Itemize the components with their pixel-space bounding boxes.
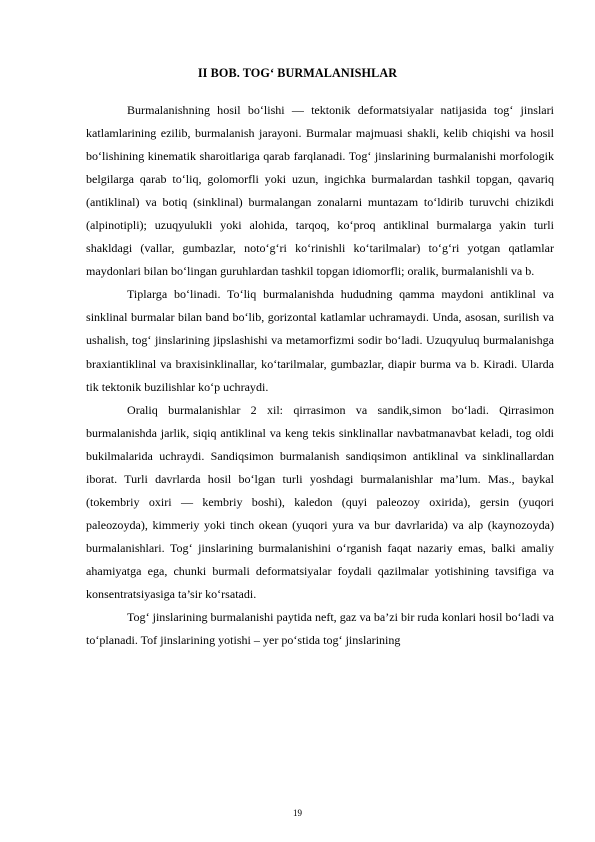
page-number: 19 <box>293 808 302 818</box>
paragraph-3: Oraliq burmalanishlar 2 xil: qirrasimon va sandik,simon bo‘ladi. Qirrasimon burmalanishda jarlik, siqiq antiklinal va keng tekis sinklinallar navbatmanavbat keladi, tog oldi bukilmalarida uchraydi. Sandiqsimon burmalanish sandiqsimon antiklinal va sinklinallardan iborat. Turli davrlarda hosil bo‘lgan turli yoshdagi burmalanishlar ma’lum. Mas., baykal (tokembriy oxiri — kembriy boshi), kaledon (quyi paleozoy oxirida), gersin (yuqori paleozoyda), kimmeriy yoki tinch okean (yuqori yura va bur davrlarida) va alp (kaynozoyda) burmalanishlari. Tog‘ jinslarining burmalanishini o‘rganish faqat nazariy emas, balki amaliy ahamiyatga ega, chunki burmali deformatsiyalar foydali qazilmalar yotishining tavsifiga va konsentratsiyasiga ta’sir ko‘rsatadi. <box>86 402 554 601</box>
paragraph-2: Tiplarga bo‘linadi. To‘liq burmalanishda hududning qamma maydoni antiklinal va sinklinal burmalar bilan band bo‘lib, gorizontal katlamlar uchramaydi. Unda, asosan, surilish va ushalish, tog‘ jinslarining jipslashishi va metamorfizmi sodir bo‘ladi. Uzuqyuluq burmalanishga braxiantiklinal va braxisinklinallar, ko‘tarilmalar, gumbazlar, diapir burma va b. Kiradi. Ularda tik tektonik buzilishlar ko‘p uchraydi. <box>86 287 554 394</box>
chapter-title: II BOB. TOG‘ BURMALANISHLAR <box>197 66 398 80</box>
body-text <box>86 99 554 652</box>
paragraph-4: Tog‘ jinslarining burmalanishi paytida neft, gaz va ba’zi bir ruda konlari hosil bo‘ladi va to‘planadi. Tof jinslarining yotishi – yer po‘stida tog‘ jinslarining <box>86 610 554 648</box>
paragraph-1: Burmalanishning hosil bo‘lishi — tektonik deformatsiyalar natijasida tog‘ jinslari katlamlarining ezilib, burmalanish jarayoni. Burmalar majmuasi shakli, kelib chiqishi va hosil bo‘lishining kinematik sharoitlariga qarab farqlanadi. Tog‘ jinslarining burmalanishi morfologik belgilarga qarab to‘liq, golomorfli yoki uzun, ingichka burmalardan tashkil topgan, qavariq (antiklinal) va botiq (sinklinal) burmalangan zonalarni muntazam to‘ldirib turuvchi chizikdi (alpinotipli); uzuqyulukli yoki alohida, tarqoq, ko‘proq antiklinal burmalarga yakin turli shakldagi (vallar, gumbazlar, noto‘g‘ri ko‘rinishli ko‘tarilmalar) to‘g‘ri yotgan qatlamlar maydonlari bilan bo‘lingan guruhlardan tashkil topgan idiomorfli; oralik, burmalanishli va b. <box>86 103 554 279</box>
